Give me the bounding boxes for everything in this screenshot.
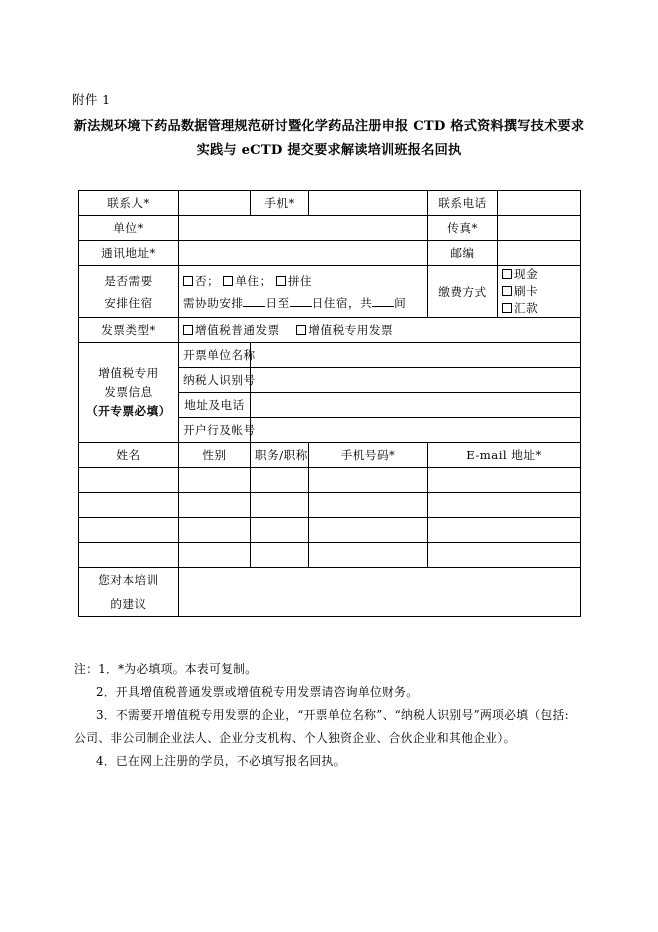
participant-header-email: E-mail 地址* — [428, 443, 581, 468]
vat-row-value-1[interactable] — [251, 368, 581, 393]
fax-value[interactable] — [498, 216, 581, 241]
title-line-1: 新法规环境下药品数据管理规范研讨暨化学药品注册申报 CTD 格式资料撰写技术要求 — [73, 119, 585, 134]
attachment-label: 附件 1 — [72, 92, 111, 107]
invoice-type-options — [179, 318, 581, 343]
participant-name-1[interactable] — [79, 493, 179, 518]
participant-mobile-3[interactable] — [309, 543, 428, 568]
table-row — [79, 493, 581, 518]
lodging-start-day-blank[interactable] — [243, 306, 265, 307]
participant-header-gender: 性别 — [179, 443, 251, 468]
participant-name-0[interactable] — [79, 468, 179, 493]
contact-label: 联系人* — [79, 191, 179, 216]
lodging-option-single-label: 单住； — [235, 273, 272, 288]
vat-row-label-0: 开票单位名称 — [179, 343, 251, 368]
notes-prefix: 注： — [74, 662, 99, 676]
participant-email-0[interactable] — [428, 468, 581, 493]
vat-row-label-1: 纳税人识别号 — [179, 368, 251, 393]
lodging-arrange-mid-1: 日至 — [265, 295, 290, 310]
table-row — [79, 468, 581, 493]
vat-row-label-2: 地址及电话 — [179, 393, 251, 418]
vat-row-label-3: 开户行及帐号 — [179, 418, 251, 443]
payment-option-cash[interactable] — [502, 266, 576, 283]
payment-options — [498, 266, 581, 318]
payment-option-remit[interactable] — [502, 300, 576, 317]
participant-mobile-1[interactable] — [309, 493, 428, 518]
suggestion-value[interactable] — [179, 568, 581, 617]
participant-gender-2[interactable] — [179, 518, 251, 543]
participant-gender-3[interactable] — [179, 543, 251, 568]
lodging-option-no-label: 否； — [195, 273, 220, 288]
note-item-4: 4．已在网上注册的学员，不必填写报名回执。 — [96, 754, 346, 768]
lodging-label-line-2: 安排住宿 — [104, 295, 153, 310]
phone-value[interactable] — [498, 191, 581, 216]
checkbox-lodging-share[interactable] — [276, 276, 286, 286]
vat-info-label — [79, 343, 179, 443]
checkbox-payment-remit[interactable] — [502, 303, 512, 313]
table-row-company — [79, 216, 581, 241]
participant-email-1[interactable] — [428, 493, 581, 518]
table-row-suggestion — [79, 568, 581, 617]
company-value[interactable] — [179, 216, 428, 241]
vat-label-line-1: 增值税专用 — [98, 366, 159, 380]
table-row-lodging — [79, 266, 581, 318]
suggestion-label-line-1: 您对本培训 — [98, 573, 159, 587]
participant-header-name: 姓名 — [79, 443, 179, 468]
invoice-type-label: 发票类型* — [79, 318, 179, 343]
address-label: 通讯地址* — [79, 241, 179, 266]
page-title — [72, 115, 586, 163]
participant-title-2[interactable] — [251, 518, 309, 543]
table-row-address — [79, 241, 581, 266]
participant-title-0[interactable] — [251, 468, 309, 493]
invoice-general-label: 增值税普通发票 — [195, 323, 280, 337]
zipcode-value[interactable] — [498, 241, 581, 266]
lodging-arrange-prefix: 需协助安排 — [183, 295, 244, 310]
checkbox-payment-cash[interactable] — [502, 269, 512, 279]
lodging-arrange-suffix: 间 — [394, 295, 407, 310]
table-row-vat-company-name — [79, 343, 581, 368]
phone-label: 联系电话 — [428, 191, 498, 216]
payment-label: 缴费方式 — [428, 266, 498, 318]
suggestion-label — [79, 568, 179, 617]
payment-remit-label: 汇款 — [514, 301, 539, 315]
mobile-label: 手机* — [251, 191, 309, 216]
vat-row-value-0[interactable] — [251, 343, 581, 368]
title-line-2: 实践与 eCTD 提交要求解读培训班报名回执 — [196, 143, 462, 158]
notes-section — [74, 658, 586, 773]
participant-header-mobile: 手机号码* — [309, 443, 428, 468]
registration-form-table — [78, 190, 581, 617]
payment-option-card[interactable] — [502, 283, 576, 300]
vat-row-value-3[interactable] — [251, 418, 581, 443]
participant-gender-0[interactable] — [179, 468, 251, 493]
table-row — [79, 543, 581, 568]
checkbox-payment-card[interactable] — [502, 286, 512, 296]
lodging-label-line-1: 是否需要 — [104, 273, 153, 288]
checkbox-invoice-special[interactable] — [296, 325, 306, 335]
lodging-choice-row — [183, 270, 423, 292]
participant-header-row — [79, 443, 581, 468]
participant-name-3[interactable] — [79, 543, 179, 568]
table-row-invoice-type — [79, 318, 581, 343]
payment-card-label: 刷卡 — [514, 284, 539, 298]
checkbox-lodging-single[interactable] — [223, 276, 233, 286]
note-item-1: 1．*为必填项。本表可复制。 — [98, 662, 258, 676]
participant-gender-1[interactable] — [179, 493, 251, 518]
vat-label-line-3: （开专票必填） — [86, 404, 171, 418]
lodging-date-row — [183, 292, 423, 314]
lodging-end-day-blank[interactable] — [290, 306, 312, 307]
zipcode-label: 邮编 — [428, 241, 498, 266]
participant-email-2[interactable] — [428, 518, 581, 543]
note-item-2: 2．开具增值税普通发票或增值税专用发票请咨询单位财务。 — [96, 685, 419, 699]
company-label: 单位* — [79, 216, 179, 241]
note-item-1-wrapper — [74, 658, 586, 681]
table-row-contact — [79, 191, 581, 216]
vat-label-line-2: 发票信息 — [104, 385, 153, 399]
contact-value[interactable] — [179, 191, 251, 216]
participant-title-3[interactable] — [251, 543, 309, 568]
participant-email-3[interactable] — [428, 543, 581, 568]
participant-mobile-0[interactable] — [309, 468, 428, 493]
vat-row-value-2[interactable] — [251, 393, 581, 418]
lodging-arrange-mid-2: 日住宿，共 — [311, 295, 373, 310]
participant-mobile-2[interactable] — [309, 518, 428, 543]
lodging-options — [179, 266, 428, 318]
lodging-label — [79, 266, 179, 318]
address-value[interactable] — [179, 241, 428, 266]
checkbox-invoice-general[interactable] — [183, 325, 193, 335]
payment-cash-label: 现金 — [514, 267, 539, 281]
checkbox-lodging-no[interactable] — [183, 276, 193, 286]
mobile-value[interactable] — [309, 191, 428, 216]
lodging-room-count-blank[interactable] — [372, 306, 394, 307]
participant-name-2[interactable] — [79, 518, 179, 543]
fax-label: 传真* — [428, 216, 498, 241]
invoice-special-label: 增值税专用发票 — [308, 323, 394, 337]
lodging-option-share-label: 拼住 — [287, 273, 313, 288]
participant-title-1[interactable] — [251, 493, 309, 518]
participant-header-title: 职务/职称 — [251, 443, 309, 468]
note-item-3-continued: 公司、非公司制企业法人、企业分支机构、个人独资企业、合伙企业和其他企业）。 — [74, 731, 516, 745]
suggestion-label-line-2: 的建议 — [110, 597, 147, 611]
note-item-3: 3．不需要开增值税专用发票的企业，“开票单位名称”、“纳税人识别号”两项必填（包括: — [96, 708, 569, 722]
table-row — [79, 518, 581, 543]
